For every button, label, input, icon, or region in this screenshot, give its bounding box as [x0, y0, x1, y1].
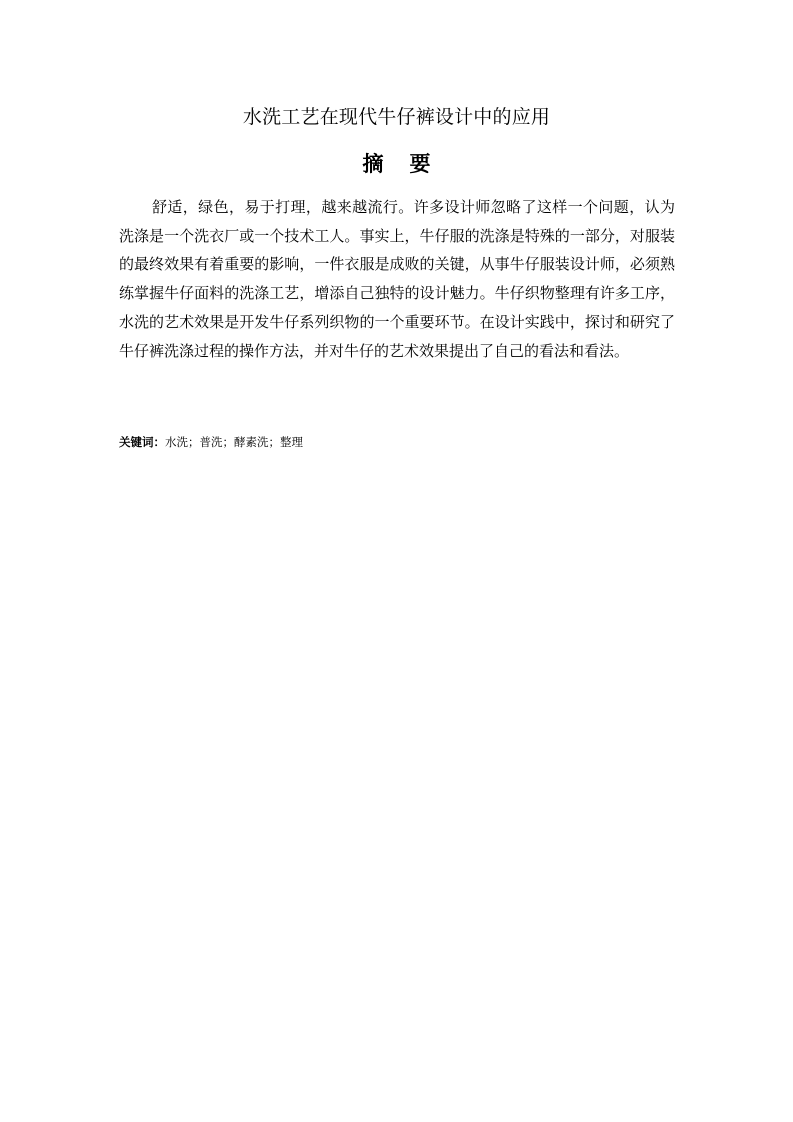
keywords-line [119, 433, 303, 452]
keywords-list: 水洗；普洗；酵素洗；整理 [165, 435, 303, 449]
abstract-heading: 摘要 [362, 152, 457, 176]
document-title: 水洗工艺在现代牛仔裤设计中的应用 [242, 106, 551, 128]
abstract-paragraph: 舒适，绿色，易于打理，越来越流行。许多设计师忽略了这样一个问题，认为洗涤是一个洗衣厂或一个技术工人。事实上，牛仔服的洗涤是特殊的一部分，对服装的最终效果有着重要的影响，一件衣服是成败的关键，从事牛仔服装设计师，必须熟练掌握牛仔面料的洗涤工艺，增添自己独特的设计魅力。牛仔织物整理有许多工序，水洗的艺术效果是开发牛仔系列织物的一个重要环节。在设计实践中，探讨和研究了牛仔裤洗涤过程的操作方法，并对牛仔的艺术效果提出了自己的看法和看法。 [119, 198, 675, 360]
keywords-label: 关键词： [119, 435, 165, 449]
